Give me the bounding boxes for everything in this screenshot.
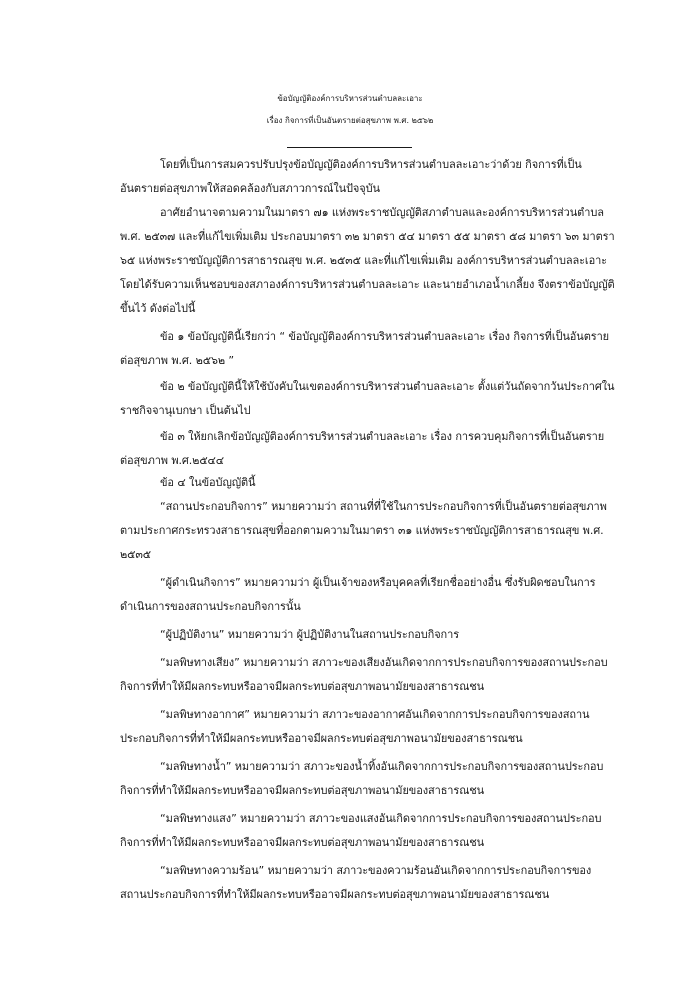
body-line: ดำเนินการของสถานประกอบกิจการนั้น <box>120 600 301 613</box>
body-line: ๖๕ แห่งพระราชบัญญัติการสาธารณสุข พ.ศ. ๒๕๓๕ และที่แก้ไขเพิ่มเติม องค์การบริหารส่วนตำบลละเอาะ <box>120 254 607 267</box>
body-line: ต่อสุขภาพ พ.ศ. ๒๕๖๒ ” <box>120 354 234 367</box>
body-line: กิจการที่ทำให้มีผลกระทบหรืออาจมีผลกระทบต่อสุขภาพอนามัยของสาธารณชน <box>120 836 485 849</box>
body-line: ขึ้นไว้ ดังต่อไปนี้ <box>120 302 196 315</box>
body-line: “ผู้ปฏิบัติงาน” หมายความว่า ผู้ปฏิบัติงานในสถานประกอบกิจการ <box>160 628 460 641</box>
body-line: ๒๕๓๕ <box>120 548 152 561</box>
body-line: “มลพิษทางแสง” หมายความว่า สภาวะของแสงอันเกิดจากการประกอบกิจการของสถานประกอบ <box>160 812 602 825</box>
body-line: “มลพิษทางความร้อน” หมายความว่า สภาวะของความร้อนอันเกิดจากการประกอบกิจการของ <box>160 864 592 877</box>
title-line-2: เรื่อง กิจการที่เป็นอันตรายต่อสุขภาพ พ.ศ. ๒๕๖๒ <box>266 116 434 125</box>
body-line: ประกอบกิจการที่ทำให้มีผลกระทบหรืออาจมีผลกระทบต่อสุขภาพอนามัยของสาธารณชน <box>120 732 523 745</box>
body-line: โดยได้รับความเห็นชอบของสภาองค์การบริหารส่วนตำบลละเอาะ และนายอำเภอน้ำเกลี้ยง จึงตราข้อบัญญัติ <box>120 278 615 291</box>
body-line: ราชกิจจานุเบกษา เป็นต้นไป <box>120 404 251 417</box>
body-line: “สถานประกอบกิจการ” หมายความว่า สถานที่ที่ใช้ในการประกอบกิจการที่เป็นอันตรายต่อสุขภาพ <box>160 500 607 513</box>
body-line: กิจการที่ทำให้มีผลกระทบหรืออาจมีผลกระทบต่อสุขภาพอนามัยของสาธารณชน <box>120 680 485 693</box>
body-line: “มลพิษทางอากาศ” หมายความว่า สภาวะของอากาศอันเกิดจากการประกอบกิจการของสถาน <box>160 708 590 721</box>
body-line: ข้อ ๓ ให้ยกเลิกข้อบัญญัติองค์การบริหารส่วนตำบลละเอาะ เรื่อง การควบคุมกิจการที่เป็นอันตราย <box>160 430 605 443</box>
body-line: “ผู้ดำเนินกิจการ” หมายความว่า ผู้เป็นเจ้าของหรือบุคคลที่เรียกชื่ออย่างอื่น ซึ่งรับผิดชอบในการ <box>160 576 596 589</box>
title-line-1: ข้อบัญญัติองค์การบริหารส่วนตำบลละเอาะ <box>277 94 423 103</box>
body-line: อาศัยอำนาจตามความในมาตรา ๗๑ แห่งพระราชบัญญัติสภาตำบลและองค์การบริหารส่วนตำบล <box>160 206 604 219</box>
title-underline <box>287 147 412 148</box>
body-line: อันตรายต่อสุขภาพให้สอดคล้องกับสภาวการณ์ในปัจจุบัน <box>120 182 380 195</box>
body-line: สถานประกอบกิจการที่ทำให้มีผลกระทบหรืออาจมีผลกระทบต่อสุขภาพอนามัยของสาธารณชน <box>120 888 550 901</box>
document-title <box>0 88 700 132</box>
body-line: ข้อ ๒ ข้อบัญญัตินี้ให้ใช้บังคับในเขตองค์การบริหารส่วนตำบลละเอาะ ตั้งแต่วันถัดจากวันประกาศใน <box>160 380 615 393</box>
body-line: ต่อสุขภาพ พ.ศ.๒๕๔๔ <box>120 454 225 467</box>
body-line: ข้อ ๔ ในข้อบัญญัตินี้ <box>160 476 256 489</box>
body-line: พ.ศ. ๒๕๓๗ และที่แก้ไขเพิ่มเติม ประกอบมาตรา ๓๒ มาตรา ๕๔ มาตรา ๕๕ มาตรา ๕๘ มาตรา ๖๓ มาตรา <box>120 230 615 243</box>
body-line: “มลพิษทางเสียง” หมายความว่า สภาวะของเสียงอันเกิดจากการประกอบกิจการของสถานประกอบ <box>160 656 608 669</box>
body-line: ตามประกาศกระทรวงสาธารณสุขที่ออกตามความในมาตรา ๓๑ แห่งพระราชบัญญัติการสาธารณสุข พ.ศ. <box>120 524 604 537</box>
body-line: ข้อ ๑ ข้อบัญญัตินี้เรียกว่า “ ข้อบัญญัติองค์การบริหารส่วนตำบลละเอาะ เรื่อง กิจการที่เป็นอันตราย <box>160 330 609 343</box>
body-line: กิจการที่ทำให้มีผลกระทบหรืออาจมีผลกระทบต่อสุขภาพอนามัยของสาธารณชน <box>120 784 485 797</box>
body-line: “มลพิษทางน้ำ” หมายความว่า สภาวะของน้ำทิ้งอันเกิดจากการประกอบกิจการของสถานประกอบ <box>160 760 604 773</box>
body-line: โดยที่เป็นการสมควรปรับปรุงข้อบัญญัติองค์การบริหารส่วนตำบลละเอาะว่าด้วย กิจการที่เป็น <box>160 158 582 171</box>
